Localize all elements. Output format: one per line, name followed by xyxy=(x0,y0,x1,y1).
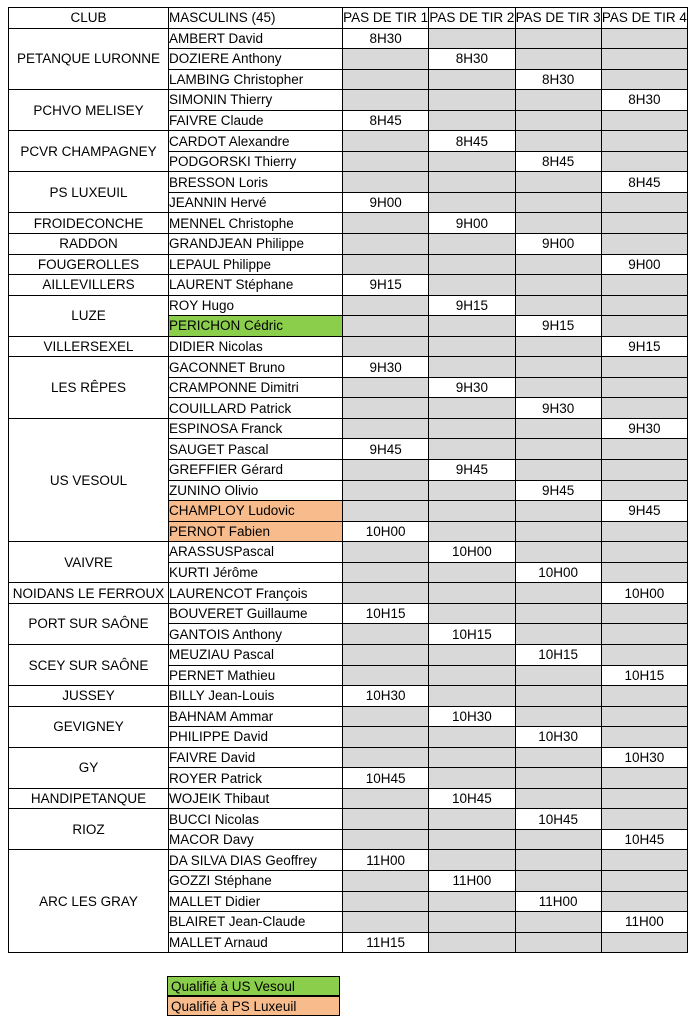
player-name: BAHNAM Ammar xyxy=(169,706,343,727)
player-name: DIDIER Nicolas xyxy=(169,336,343,357)
club-name: PETANQUE LURONNE xyxy=(9,28,169,90)
pas-de-tir-3-cell xyxy=(515,439,601,460)
pas-de-tir-1-cell xyxy=(343,501,429,522)
pas-de-tir-4-cell xyxy=(601,49,687,70)
pas-de-tir-1-cell: 10H30 xyxy=(343,686,429,707)
pas-de-tir-1-cell xyxy=(343,377,429,398)
pas-de-tir-1-cell xyxy=(343,809,429,830)
player-name: AMBERT David xyxy=(169,28,343,49)
player-name: GACONNET Bruno xyxy=(169,357,343,378)
table-row xyxy=(9,336,688,357)
player-name: PODGORSKI Thierry xyxy=(169,151,343,172)
pas-de-tir-4-cell xyxy=(601,788,687,809)
pas-de-tir-2-cell xyxy=(429,418,515,439)
pas-de-tir-4-cell xyxy=(601,316,687,337)
pas-de-tir-2-cell xyxy=(429,172,515,193)
pas-de-tir-4-cell xyxy=(601,891,687,912)
pas-de-tir-1-cell xyxy=(343,912,429,933)
table-row xyxy=(9,583,688,604)
player-name: COUILLARD Patrick xyxy=(169,398,343,419)
pas-de-tir-2-cell xyxy=(429,603,515,624)
table-row xyxy=(9,850,688,871)
pas-de-tir-2-cell xyxy=(429,891,515,912)
player-name: MENNEL Christophe xyxy=(169,213,343,234)
pas-de-tir-4-cell xyxy=(601,398,687,419)
pas-de-tir-1-cell xyxy=(343,624,429,645)
pas-de-tir-2-cell xyxy=(429,665,515,686)
player-name: DA SILVA DIAS Geoffrey xyxy=(169,850,343,871)
player-name: MEUZIAU Pascal xyxy=(169,644,343,665)
schedule-table xyxy=(8,7,688,953)
pas-de-tir-4-cell: 10H00 xyxy=(601,583,687,604)
table-row xyxy=(9,788,688,809)
pas-de-tir-2-cell: 9H00 xyxy=(429,213,515,234)
player-name: GOZZI Stéphane xyxy=(169,870,343,891)
pas-de-tir-2-cell xyxy=(429,316,515,337)
club-name: US VESOUL xyxy=(9,418,169,541)
pas-de-tir-2-cell xyxy=(429,932,515,953)
player-name: MALLET Didier xyxy=(169,891,343,912)
pas-de-tir-3-cell xyxy=(515,788,601,809)
pas-de-tir-4-cell xyxy=(601,932,687,953)
table-row xyxy=(9,234,688,255)
pas-de-tir-4-cell: 9H45 xyxy=(601,501,687,522)
player-name: LAMBING Christopher xyxy=(169,69,343,90)
pas-de-tir-1-cell xyxy=(343,829,429,850)
player-name: MACOR Davy xyxy=(169,829,343,850)
player-name: ESPINOSA Franck xyxy=(169,418,343,439)
pas-de-tir-3-cell xyxy=(515,275,601,296)
schedule-body xyxy=(9,28,688,953)
pas-de-tir-4-cell: 10H30 xyxy=(601,747,687,768)
player-name: PERNOT Fabien xyxy=(169,521,343,542)
pas-de-tir-2-cell xyxy=(429,439,515,460)
pas-de-tir-3-cell: 10H00 xyxy=(515,562,601,583)
pas-de-tir-1-cell xyxy=(343,788,429,809)
pas-de-tir-2-cell xyxy=(429,357,515,378)
pas-de-tir-1-cell xyxy=(343,727,429,748)
player-name: LAURENT Stéphane xyxy=(169,275,343,296)
club-name: JUSSEY xyxy=(9,686,169,707)
pas-de-tir-4-cell: 11H00 xyxy=(601,912,687,933)
pas-de-tir-3-cell xyxy=(515,542,601,563)
pas-de-tir-3-cell xyxy=(515,583,601,604)
player-name: ROYER Patrick xyxy=(169,768,343,789)
table-row xyxy=(9,644,688,665)
player-name: CHAMPLOY Ludovic xyxy=(169,501,343,522)
pas-de-tir-1-cell xyxy=(343,747,429,768)
table-row xyxy=(9,747,688,768)
pas-de-tir-4-cell xyxy=(601,727,687,748)
pas-de-tir-1-cell: 8H30 xyxy=(343,28,429,49)
player-name: BLAIRET Jean-Claude xyxy=(169,912,343,933)
pas-de-tir-4-cell xyxy=(601,562,687,583)
pas-de-tir-4-cell xyxy=(601,850,687,871)
pas-de-tir-3-cell xyxy=(515,295,601,316)
pas-de-tir-1-cell xyxy=(343,665,429,686)
pas-de-tir-4-cell xyxy=(601,439,687,460)
pas-de-tir-2-cell: 10H30 xyxy=(429,706,515,727)
pas-de-tir-3-cell xyxy=(515,90,601,111)
player-name: PERNET Mathieu xyxy=(169,665,343,686)
club-name: SCEY SUR SAÔNE xyxy=(9,644,169,685)
pas-de-tir-4-cell xyxy=(601,110,687,131)
player-name: BOUVERET Guillaume xyxy=(169,603,343,624)
pas-de-tir-2-cell xyxy=(429,583,515,604)
table-row xyxy=(9,418,688,439)
pas-de-tir-4-cell xyxy=(601,542,687,563)
pas-de-tir-3-cell xyxy=(515,192,601,213)
pas-de-tir-2-cell xyxy=(429,398,515,419)
player-name: FAIVRE Claude xyxy=(169,110,343,131)
pas-de-tir-3-cell xyxy=(515,131,601,152)
pas-de-tir-1-cell xyxy=(343,151,429,172)
player-name: BUCCI Nicolas xyxy=(169,809,343,830)
pas-de-tir-4-cell xyxy=(601,295,687,316)
pas-de-tir-4-cell xyxy=(601,768,687,789)
pas-de-tir-1-cell xyxy=(343,90,429,111)
club-name: HANDIPETANQUE xyxy=(9,788,169,809)
pas-de-tir-2-cell xyxy=(429,275,515,296)
pas-de-tir-2-cell xyxy=(429,850,515,871)
pas-de-tir-3-cell xyxy=(515,603,601,624)
club-name: PCHVO MELISEY xyxy=(9,90,169,131)
pas-de-tir-1-cell: 11H15 xyxy=(343,932,429,953)
pas-de-tir-1-cell xyxy=(343,644,429,665)
pas-de-tir-3-cell xyxy=(515,357,601,378)
pas-de-tir-1-cell: 9H00 xyxy=(343,192,429,213)
club-name: GEVIGNEY xyxy=(9,706,169,747)
pas-de-tir-3-cell xyxy=(515,460,601,481)
pas-de-tir-2-cell xyxy=(429,727,515,748)
club-name: NOIDANS LE FERROUX xyxy=(9,583,169,604)
pas-de-tir-3-cell xyxy=(515,747,601,768)
player-name: SAUGET Pascal xyxy=(169,439,343,460)
pas-de-tir-3-cell xyxy=(515,172,601,193)
player-name: MALLET Arnaud xyxy=(169,932,343,953)
pas-de-tir-2-cell: 9H30 xyxy=(429,377,515,398)
pas-de-tir-2-cell xyxy=(429,768,515,789)
pas-de-tir-4-cell xyxy=(601,151,687,172)
pas-de-tir-4-cell xyxy=(601,706,687,727)
table-row xyxy=(9,275,688,296)
pas-de-tir-2-cell xyxy=(429,28,515,49)
table-row xyxy=(9,254,688,275)
pas-de-tir-3-cell xyxy=(515,501,601,522)
pas-de-tir-4-cell xyxy=(601,377,687,398)
pas-de-tir-3-cell xyxy=(515,686,601,707)
pas-de-tir-1-cell xyxy=(343,706,429,727)
table-row xyxy=(9,542,688,563)
pas-de-tir-2-cell xyxy=(429,829,515,850)
club-name: FOUGEROLLES xyxy=(9,254,169,275)
pas-de-tir-2-cell xyxy=(429,747,515,768)
pas-de-tir-3-cell xyxy=(515,932,601,953)
pas-de-tir-2-cell xyxy=(429,501,515,522)
pas-de-tir-3-cell xyxy=(515,49,601,70)
pas-de-tir-3-cell xyxy=(515,377,601,398)
pas-de-tir-1-cell xyxy=(343,295,429,316)
table-row xyxy=(9,28,688,49)
pas-de-tir-1-cell xyxy=(343,172,429,193)
header-pas-de-tir-3: PAS DE TIR 3 xyxy=(515,8,601,29)
player-name: PHILIPPE David xyxy=(169,727,343,748)
pas-de-tir-4-cell xyxy=(601,213,687,234)
pas-de-tir-2-cell xyxy=(429,90,515,111)
pas-de-tir-4-cell xyxy=(601,480,687,501)
pas-de-tir-1-cell xyxy=(343,583,429,604)
pas-de-tir-2-cell xyxy=(429,912,515,933)
club-name: VILLERSEXEL xyxy=(9,336,169,357)
pas-de-tir-4-cell xyxy=(601,460,687,481)
pas-de-tir-4-cell xyxy=(601,234,687,255)
pas-de-tir-2-cell xyxy=(429,336,515,357)
club-name: ARC LES GRAY xyxy=(9,850,169,953)
pas-de-tir-1-cell xyxy=(343,542,429,563)
club-name: PS LUXEUIL xyxy=(9,172,169,213)
pas-de-tir-1-cell xyxy=(343,336,429,357)
pas-de-tir-4-cell xyxy=(601,809,687,830)
pas-de-tir-2-cell: 10H15 xyxy=(429,624,515,645)
pas-de-tir-4-cell xyxy=(601,870,687,891)
pas-de-tir-1-cell xyxy=(343,398,429,419)
pas-de-tir-3-cell xyxy=(515,850,601,871)
pas-de-tir-3-cell: 8H45 xyxy=(515,151,601,172)
club-name: FROIDECONCHE xyxy=(9,213,169,234)
pas-de-tir-3-cell: 10H30 xyxy=(515,727,601,748)
pas-de-tir-4-cell xyxy=(601,275,687,296)
pas-de-tir-3-cell xyxy=(515,254,601,275)
legend-qualified-us-vesoul: Qualifié à US Vesoul xyxy=(167,976,340,996)
pas-de-tir-4-cell: 9H30 xyxy=(601,418,687,439)
pas-de-tir-4-cell xyxy=(601,603,687,624)
pas-de-tir-2-cell: 10H00 xyxy=(429,542,515,563)
player-name: FAIVRE David xyxy=(169,747,343,768)
player-name: CARDOT Alexandre xyxy=(169,131,343,152)
legend-qualified-ps-luxeuil: Qualifié à PS Luxeuil xyxy=(167,996,340,1016)
pas-de-tir-1-cell xyxy=(343,418,429,439)
pas-de-tir-3-cell: 8H30 xyxy=(515,69,601,90)
club-name: LUZE xyxy=(9,295,169,336)
pas-de-tir-4-cell xyxy=(601,624,687,645)
player-name: DOZIERE Anthony xyxy=(169,49,343,70)
pas-de-tir-2-cell: 10H45 xyxy=(429,788,515,809)
pas-de-tir-1-cell xyxy=(343,562,429,583)
player-name: JEANNIN Hervé xyxy=(169,192,343,213)
table-row xyxy=(9,131,688,152)
player-name: CRAMPONNE Dimitri xyxy=(169,377,343,398)
pas-de-tir-3-cell xyxy=(515,213,601,234)
pas-de-tir-1-cell: 9H30 xyxy=(343,357,429,378)
table-row xyxy=(9,295,688,316)
player-name: BILLY Jean-Louis xyxy=(169,686,343,707)
pas-de-tir-1-cell xyxy=(343,316,429,337)
club-name: VAIVRE xyxy=(9,542,169,583)
pas-de-tir-2-cell xyxy=(429,521,515,542)
club-name: LES RÊPES xyxy=(9,357,169,419)
pas-de-tir-3-cell xyxy=(515,706,601,727)
pas-de-tir-4-cell: 8H45 xyxy=(601,172,687,193)
pas-de-tir-2-cell xyxy=(429,686,515,707)
table-row xyxy=(9,213,688,234)
pas-de-tir-4-cell xyxy=(601,357,687,378)
pas-de-tir-4-cell xyxy=(601,131,687,152)
player-name: ROY Hugo xyxy=(169,295,343,316)
pas-de-tir-2-cell xyxy=(429,809,515,830)
pas-de-tir-3-cell xyxy=(515,418,601,439)
pas-de-tir-1-cell: 10H00 xyxy=(343,521,429,542)
pas-de-tir-4-cell xyxy=(601,192,687,213)
pas-de-tir-1-cell xyxy=(343,213,429,234)
pas-de-tir-1-cell xyxy=(343,69,429,90)
pas-de-tir-3-cell: 9H15 xyxy=(515,316,601,337)
club-name: PORT SUR SAÔNE xyxy=(9,603,169,644)
pas-de-tir-4-cell: 10H15 xyxy=(601,665,687,686)
pas-de-tir-4-cell xyxy=(601,686,687,707)
player-name: WOJEIK Thibaut xyxy=(169,788,343,809)
club-name: GY xyxy=(9,747,169,788)
pas-de-tir-3-cell: 10H15 xyxy=(515,644,601,665)
club-name: RADDON xyxy=(9,234,169,255)
pas-de-tir-1-cell: 9H15 xyxy=(343,275,429,296)
pas-de-tir-1-cell: 8H45 xyxy=(343,110,429,131)
player-name: PERICHON Cédric xyxy=(169,316,343,337)
pas-de-tir-3-cell xyxy=(515,912,601,933)
pas-de-tir-1-cell xyxy=(343,234,429,255)
pas-de-tir-1-cell: 10H45 xyxy=(343,768,429,789)
pas-de-tir-3-cell xyxy=(515,110,601,131)
pas-de-tir-1-cell xyxy=(343,480,429,501)
player-name: SIMONIN Thierry xyxy=(169,90,343,111)
pas-de-tir-3-cell: 11H00 xyxy=(515,891,601,912)
pas-de-tir-1-cell: 10H15 xyxy=(343,603,429,624)
pas-de-tir-2-cell: 9H15 xyxy=(429,295,515,316)
pas-de-tir-2-cell xyxy=(429,480,515,501)
pas-de-tir-2-cell xyxy=(429,192,515,213)
table-row xyxy=(9,603,688,624)
table-row xyxy=(9,357,688,378)
pas-de-tir-3-cell xyxy=(515,829,601,850)
pas-de-tir-2-cell xyxy=(429,234,515,255)
pas-de-tir-2-cell xyxy=(429,69,515,90)
pas-de-tir-1-cell xyxy=(343,131,429,152)
pas-de-tir-3-cell xyxy=(515,521,601,542)
pas-de-tir-2-cell xyxy=(429,562,515,583)
pas-de-tir-2-cell xyxy=(429,644,515,665)
pas-de-tir-3-cell: 9H45 xyxy=(515,480,601,501)
pas-de-tir-3-cell xyxy=(515,336,601,357)
player-name: GRANDJEAN Philippe xyxy=(169,234,343,255)
pas-de-tir-1-cell xyxy=(343,49,429,70)
header-pas-de-tir-2: PAS DE TIR 2 xyxy=(429,8,515,29)
header-row xyxy=(9,8,688,29)
pas-de-tir-4-cell xyxy=(601,521,687,542)
pas-de-tir-3-cell xyxy=(515,870,601,891)
pas-de-tir-1-cell: 9H45 xyxy=(343,439,429,460)
pas-de-tir-4-cell xyxy=(601,69,687,90)
table-row xyxy=(9,809,688,830)
pas-de-tir-2-cell: 8H45 xyxy=(429,131,515,152)
pas-de-tir-1-cell xyxy=(343,870,429,891)
table-row xyxy=(9,686,688,707)
pas-de-tir-3-cell: 9H30 xyxy=(515,398,601,419)
header-pas-de-tir-1: PAS DE TIR 1 xyxy=(343,8,429,29)
pas-de-tir-2-cell: 11H00 xyxy=(429,870,515,891)
pas-de-tir-4-cell xyxy=(601,644,687,665)
player-name: ZUNINO Olivio xyxy=(169,480,343,501)
pas-de-tir-2-cell xyxy=(429,254,515,275)
header-pas-de-tir-4: PAS DE TIR 4 xyxy=(601,8,687,29)
club-name: RIOZ xyxy=(9,809,169,850)
club-name: AILLEVILLERS xyxy=(9,275,169,296)
pas-de-tir-2-cell: 9H45 xyxy=(429,460,515,481)
pas-de-tir-4-cell: 8H30 xyxy=(601,90,687,111)
header-club: CLUB xyxy=(9,8,169,29)
pas-de-tir-1-cell xyxy=(343,254,429,275)
player-name: ARASSUSPascal xyxy=(169,542,343,563)
pas-de-tir-2-cell xyxy=(429,151,515,172)
pas-de-tir-1-cell xyxy=(343,460,429,481)
pas-de-tir-2-cell: 8H30 xyxy=(429,49,515,70)
table-row xyxy=(9,706,688,727)
player-name: BRESSON Loris xyxy=(169,172,343,193)
pas-de-tir-1-cell xyxy=(343,891,429,912)
pas-de-tir-3-cell xyxy=(515,624,601,645)
header-masculins: MASCULINS (45) xyxy=(169,8,343,29)
pas-de-tir-4-cell xyxy=(601,28,687,49)
pas-de-tir-1-cell: 11H00 xyxy=(343,850,429,871)
pas-de-tir-3-cell xyxy=(515,28,601,49)
player-name: LAURENCOT François xyxy=(169,583,343,604)
player-name: GREFFIER Gérard xyxy=(169,460,343,481)
player-name: LEPAUL Philippe xyxy=(169,254,343,275)
pas-de-tir-4-cell: 9H15 xyxy=(601,336,687,357)
pas-de-tir-3-cell xyxy=(515,768,601,789)
table-row xyxy=(9,90,688,111)
pas-de-tir-3-cell xyxy=(515,665,601,686)
pas-de-tir-3-cell: 9H00 xyxy=(515,234,601,255)
pas-de-tir-3-cell: 10H45 xyxy=(515,809,601,830)
club-name: PCVR CHAMPAGNEY xyxy=(9,131,169,172)
pas-de-tir-4-cell: 9H00 xyxy=(601,254,687,275)
player-name: GANTOIS Anthony xyxy=(169,624,343,645)
pas-de-tir-2-cell xyxy=(429,110,515,131)
pas-de-tir-4-cell: 10H45 xyxy=(601,829,687,850)
table-row xyxy=(9,172,688,193)
player-name: KURTI Jérôme xyxy=(169,562,343,583)
